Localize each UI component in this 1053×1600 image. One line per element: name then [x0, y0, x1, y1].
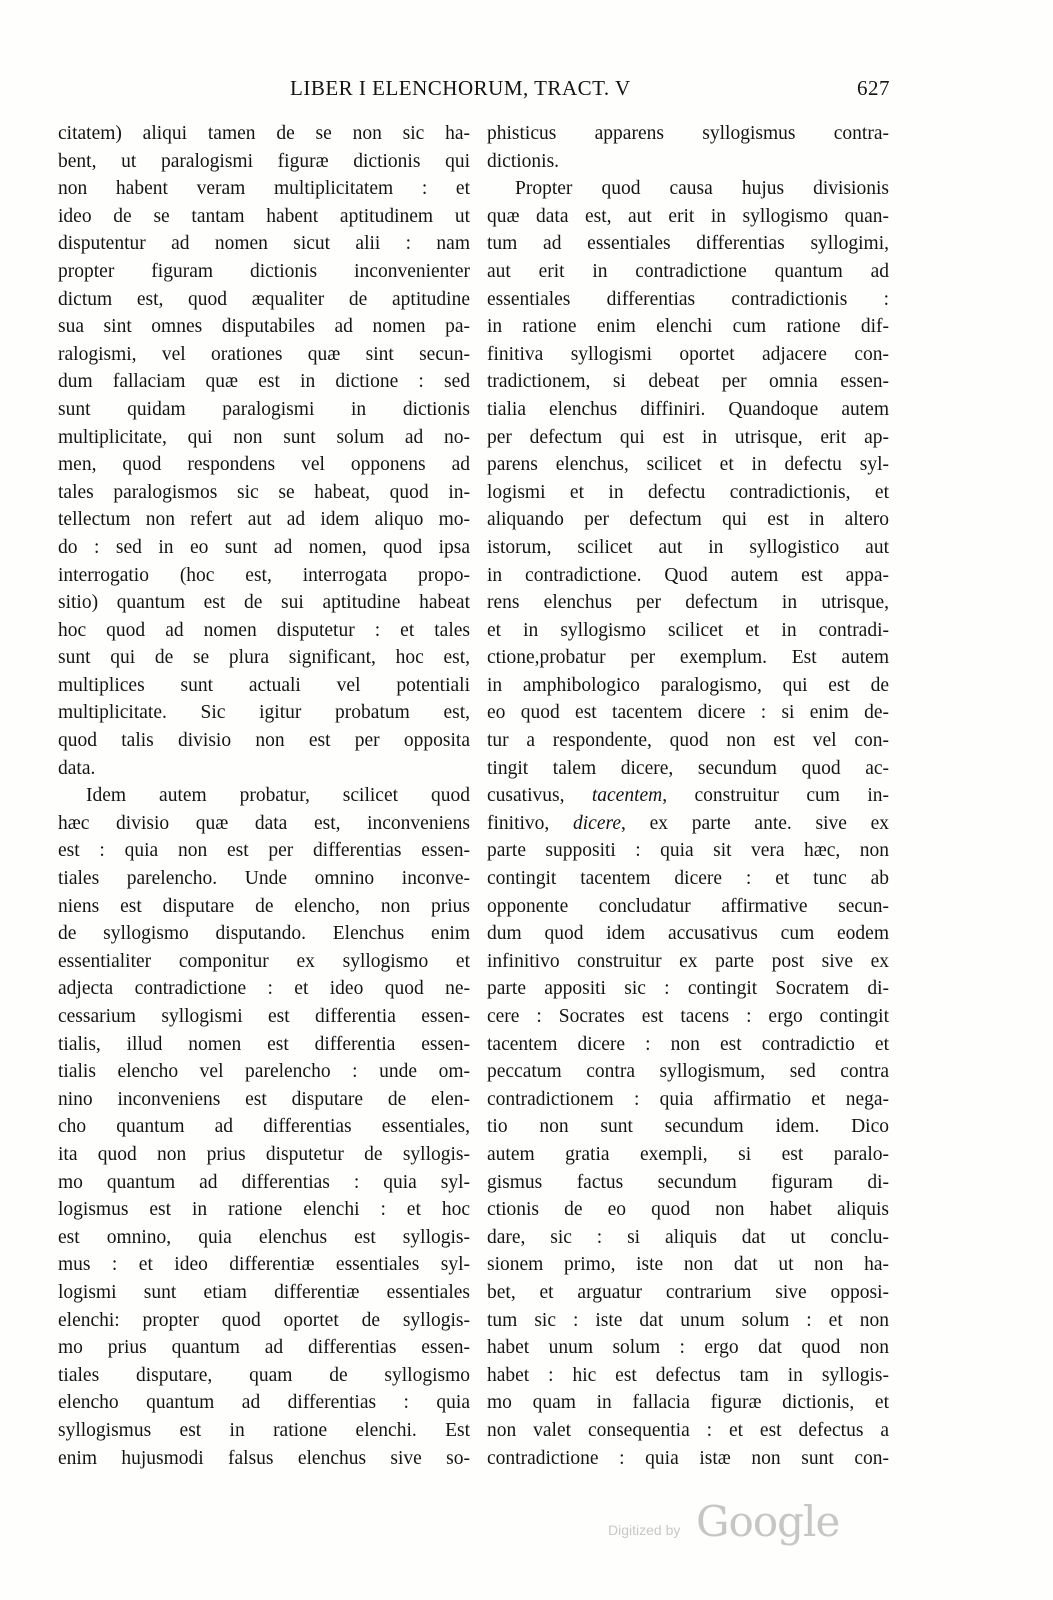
text-line: ita quod non prius disputetur de syllogis- [58, 1143, 470, 1165]
text-line: tradictionem, si debeat per omnia essen- [487, 371, 889, 393]
text-line: tales paralogismos sic se habeat, quod in- [58, 481, 470, 503]
text-line: peccatum contra syllogismum, sed contra [487, 1061, 889, 1083]
text-line: ctionis de eo quod non habet aliquis [487, 1199, 889, 1221]
text-line: contingit tacentem dicere : et tunc ab [487, 868, 889, 890]
text-line: cessarium syllogismi est differentia essen- [58, 1006, 470, 1027]
text-line: contradictionem : quia affirmatio et nega- [487, 1088, 889, 1110]
text-line: dare, sic : si aliquis dat ut conclu- [487, 1226, 889, 1248]
text-line: propter figuram dictionis inconvenienter [58, 260, 470, 282]
text-line: tellectum non refert aut ad idem aliquo mo- [58, 509, 470, 531]
text-line: multiplices sunt actuali vel potentiali [58, 674, 470, 696]
text-line: finitiva syllogismi oportet adjacere con- [487, 343, 889, 365]
text-line: bet, et arguatur contrarium sive opposi- [487, 1281, 889, 1303]
google-logo: Google [696, 1497, 840, 1546]
text-line: tum sic : iste dat unum solum : et non [487, 1309, 889, 1331]
text-run: cusativus, [487, 785, 592, 807]
text-line: hæc divisio quæ data est, inconveniens [58, 812, 470, 834]
text-line: gismus factus secundum figuram di- [487, 1171, 889, 1193]
text-line: dictionis. [487, 150, 560, 172]
left-column [58, 120, 470, 1472]
text-line: logismi sunt etiam differentiæ essentiales [58, 1281, 470, 1303]
text-run: , ex parte ante. sive ex [621, 812, 890, 834]
text-line: dum fallaciam quæ est in dictione : sed [58, 371, 470, 393]
text-line: citatem) aliqui tamen de se non sic ha- [58, 123, 470, 144]
text-line: dictum est, quod æqualiter de aptitudine [58, 288, 470, 310]
text-line: istorum, scilicet aut in syllogistico aut [487, 536, 889, 558]
text-line: in amphibologico paralogismo, qui est de [487, 674, 889, 696]
text-line: phisticus apparens syllogismus contra- [487, 123, 889, 144]
text-line: logismi et in defectu contradictionis, et [487, 481, 889, 503]
text-line: do : sed in eo sunt ad nomen, quod ipsa [58, 536, 470, 558]
text-line: sua sint omnes disputabiles ad nomen pa- [58, 316, 470, 338]
text-line: ralogismi, vel orationes quæ sint secun- [58, 343, 470, 365]
text-line: logismus est in ratione elenchi : et hoc [58, 1199, 470, 1221]
text-line: multiplicitate. Sic igitur probatum est, [58, 702, 470, 724]
text-line: tacentem dicere : non est contradictio et [487, 1033, 889, 1055]
text-line: aliquando per defectum qui est in altero [487, 509, 889, 531]
text-line: de syllogismo disputando. Elenchus enim [58, 923, 470, 945]
text-line: per defectum qui est in utrisque, erit ap- [487, 426, 889, 448]
text-line: non valet consequentia : et est defectus a [487, 1419, 889, 1441]
text-line: tialis elencho vel parelencho : unde om- [58, 1061, 470, 1083]
text-run: finitivo, [487, 812, 574, 834]
text-line: data. [58, 757, 96, 779]
text-line: dum quod idem accusativus cum eodem [487, 923, 889, 945]
text-line [487, 810, 889, 838]
right-paragraph-continuation [487, 120, 889, 175]
text-line: opponente concludatur affirmative secun- [487, 895, 889, 917]
text-line: cho quantum ad differentias essentiales, [58, 1116, 470, 1138]
text-line: habet : hic est defectus tam in syllogis- [487, 1364, 889, 1386]
text-line: hoc quod ad nomen disputetur : et tales [58, 619, 470, 641]
text-line: sionem primo, iste non dat ut non ha- [487, 1254, 889, 1276]
text-line: tiales disputare, quam de syllogismo [58, 1364, 470, 1386]
text-line: Idem autem probatur, scilicet quod [86, 785, 470, 807]
text-line: mo quantum ad differentias : quia syl- [58, 1171, 470, 1193]
text-line: contradictione : quia istæ non sunt con- [487, 1447, 889, 1469]
text-line: elenchi: propter quod oportet de syllogis- [58, 1309, 470, 1331]
text-line: cere : Socrates est tacens : ergo contingit [487, 1006, 889, 1027]
text-line: enim hujusmodi falsus elenchus sive so- [58, 1447, 470, 1469]
text-line: parens elenchus, scilicet et in defectu syl- [487, 454, 889, 476]
left-paragraph-2 [58, 782, 470, 1472]
text-line: sunt quidam paralogismi in dictionis [58, 398, 470, 420]
text-line [487, 782, 889, 810]
text-line: adjecta contradictione : et ideo quod ne- [58, 978, 470, 1000]
digitized-watermark [608, 1495, 840, 1555]
italic-word: dicere [573, 812, 622, 834]
page-number: 627 [857, 76, 890, 100]
text-line: in contradictione. Quod autem est appa- [487, 564, 889, 586]
text-line: interrogatio (hoc est, interrogata propo- [58, 564, 470, 586]
text-line: tur a respondente, quod non est vel con- [487, 730, 889, 752]
text-line: syllogismus est in ratione elenchi. Est [58, 1419, 470, 1441]
text-line: men, quod respondens vel opponens ad [58, 454, 470, 476]
text-line: disputentur ad nomen sicut alii : nam [58, 233, 470, 255]
text-line: est omnino, quia elenchus est syllogis- [58, 1226, 470, 1248]
text-line: mo prius quantum ad differentias essen- [58, 1337, 470, 1359]
text-line: tiales parelencho. Unde omnino inconve- [58, 868, 470, 890]
text-line: Propter quod causa hujus divisionis [515, 178, 889, 200]
left-paragraph-1 [58, 120, 470, 782]
text-line: mus : et ideo differentiæ essentiales syl- [58, 1254, 470, 1276]
text-line: ctione,probatur per exemplum. Est autem [487, 647, 889, 669]
text-line: rens elenchus per defectum in utrisque, [487, 592, 889, 614]
text-line: tialis, illud nomen est differentia essen- [58, 1033, 470, 1055]
text-run: , construitur cum in- [662, 785, 889, 807]
text-line: elencho quantum ad differentias : quia [58, 1392, 470, 1414]
text-line: infinitivo construitur ex parte post sive ex [487, 950, 889, 972]
text-line: parte suppositi : quia sit vera hæc, non [487, 840, 889, 862]
running-title: LIBER I ELENCHORUM, TRACT. V [290, 76, 631, 100]
digitized-by-label: Digitized by [608, 1522, 681, 1538]
right-column [487, 120, 889, 1472]
text-line: mo quam in fallacia figuræ dictionis, et [487, 1392, 889, 1414]
text-line: quod talis divisio non est per opposita [58, 730, 470, 752]
text-line: essentiales differentias contradictionis : [487, 288, 889, 310]
italic-word: tacentem [591, 785, 663, 807]
text-line: tio non sunt secundum idem. Dico [487, 1116, 889, 1138]
text-line: tialia elenchus diffiniri. Quandoque autem [487, 398, 889, 420]
text-line: quæ data est, aut erit in syllogismo quan- [487, 205, 889, 227]
text-line: habet unum solum : ergo dat quod non [487, 1337, 889, 1359]
text-line: ideo de se tantam habent aptitudinem ut [58, 205, 470, 227]
text-line: niens est disputare de elencho, non prius [58, 895, 470, 917]
right-paragraph-1 [487, 175, 889, 1472]
text-line: tingit talem dicere, secundum quod ac- [487, 757, 889, 779]
text-line: eo quod est tacentem dicere : si enim de- [487, 702, 889, 724]
text-line: non habent veram multiplicitatem : et [58, 178, 470, 200]
text-line: multiplicitate, qui non sunt solum ad no- [58, 426, 470, 448]
text-line: et in syllogismo scilicet et in contradi- [487, 619, 889, 641]
text-line: autem gratia exempli, si est paralo- [487, 1143, 889, 1165]
text-line: essentialiter componitur ex syllogismo et [58, 950, 470, 972]
text-line: tum ad essentiales differentias syllogimi, [487, 233, 889, 255]
text-line: sitio) quantum est de sui aptitudine habeat [58, 592, 470, 614]
text-line: bent, ut paralogismi figuræ dictionis qui [58, 150, 470, 172]
text-line: nino inconveniens est disputare de elen- [58, 1088, 470, 1110]
text-line: aut erit in contradictione quantum ad [487, 260, 889, 282]
text-line: in ratione enim elenchi cum ratione dif- [487, 316, 889, 338]
running-header [290, 76, 890, 106]
text-line: est : quia non est per differentias essen- [58, 840, 470, 862]
text-line: parte appositi sic : contingit Socratem di- [487, 978, 889, 1000]
text-line: sunt qui de se plura significant, hoc est, [58, 647, 470, 669]
